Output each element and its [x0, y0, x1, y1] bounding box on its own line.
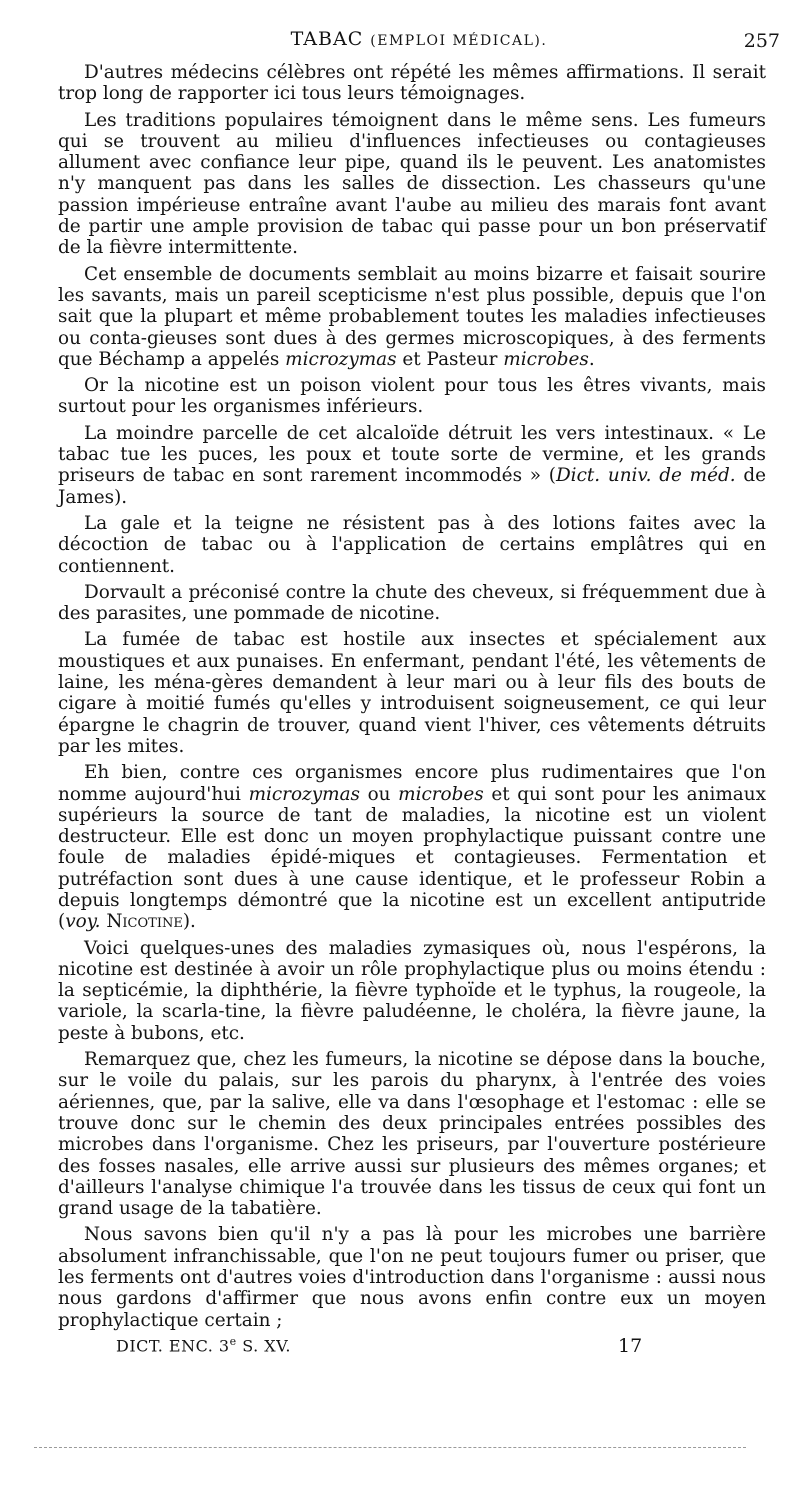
- running-title-main: TABAC: [290, 28, 364, 50]
- text-run: Eh bien, contre ces organismes encore plus rudimentaires que l'on nomme aujourd'hui: [58, 762, 766, 805]
- italic-run: microbes: [398, 783, 484, 805]
- paragraph: [58, 110, 766, 259]
- text-run: La gale et la teigne ne résistent pas à des lotions faites avec la décoction de tabac ou à l'application de certains emplâtres qui en contiennent.: [58, 512, 766, 577]
- text-run: La fumée de tabac est hostile aux insectes et spécialement aux moustiques et aux punaises. En enfermant, pendant l'été, les vêtements de laine, les ména-gères demandent à leur mari ou à leur fils des bouts de cigare à moitié fumés qu'elles y introduisent soigneusement, ce qui leur épargne le chagrin de trouver, quand vient l'hiver, ces vêtements détruits par les mites.: [58, 629, 766, 757]
- paragraph: [58, 1224, 766, 1330]
- page-number: 257: [743, 30, 780, 52]
- italic-run: microzymas: [285, 348, 397, 370]
- sheet-number: 17: [618, 1335, 643, 1357]
- page-footer: [58, 1335, 766, 1363]
- text-run: Les traditions populaires témoignent dans le même sens. Les fumeurs qui se trouvent au milieu d'influences infectieuses ou contagieuses allument avec confiance leur pipe, quand ils le peuvent. Les anatomistes n'y manquent pas dans les salles de dissection. Les chasseurs qu'une passion impérieuse entraîne avant l'aube au milieu des marais font avant de partir une ample provision de tabac qui passe pour un bon préservatif de la fièvre intermittente.: [58, 109, 766, 259]
- text-run: .: [588, 348, 595, 370]
- paragraph: [58, 582, 766, 625]
- text-run: ou: [359, 783, 399, 805]
- signature-prefix: DICT. ENC. 3: [116, 1336, 230, 1356]
- italic-run: voy.: [65, 911, 101, 933]
- paragraph: [58, 423, 766, 508]
- text-run: ).: [182, 911, 196, 933]
- text-run: D'autres médecins célèbres ont répété les mêmes affirmations. Il serait trop long de rapporter ici tous leurs témoignages.: [58, 62, 766, 105]
- text-run: Voici quelques-unes des maladies zymasiques où, nous l'espérons, la nicotine est destinée à avoir un rôle prophylactique plus ou moins étendu : la septicémie, la diphthérie, la fièvre typhoïde et le typhus, la rougeole, la variole, la scarla-tine, la fièvre paludéenne, le choléra, la fièvre jaune, la peste à bubons, etc.: [58, 937, 766, 1044]
- text-run: et qui sont pour les animaux supérieurs la source de tant de maladies, la nicotine est un violent destructeur. Elle est donc un moyen prophylactique puissant contre une foule de maladies épidé-miques et contagieuses. Fermentation et putréfaction sont dues à une cause identique, et le professeur Robin a depuis longtemps démontré que la nicotine est un excellent antiputride (: [58, 783, 766, 933]
- text-run: Dorvault a préconisé contre la chute des cheveux, si fréquemment due à des parasites, une pommade de nicotine.: [58, 581, 766, 625]
- paragraph: [58, 938, 766, 1044]
- text-run: Nous savons bien qu'il n'y a pas là pour les microbes une barrière absolument infranchissable, que l'on ne peut toujours fumer ou priser, que les ferments ont d'autres voies d'introduction dans l'organisme : aussi nous nous gardons d'affirmer que nous avons enfin contre eux un moyen prophylactique certain ;: [58, 1224, 766, 1331]
- italic-run: Dict. univ. de méd.: [555, 465, 736, 487]
- text-run: et Pasteur: [396, 348, 504, 370]
- italic-run: microzymas: [248, 783, 360, 805]
- running-title-subtitle: (EMPLOI MÉDICAL).: [370, 33, 548, 49]
- paragraph: [58, 62, 766, 105]
- signature-superscript: e: [229, 1335, 237, 1348]
- text-run: Cet ensemble de documents semblait au moins bizarre et faisait sourire les savants, mais un pareil scepticisme n'est plus possible, depuis que l'on sait que la plupart et même probablement toutes les maladies infectieuses ou conta-gieuses sont dues à des germes microscopiques, à des ferments que Béchamp a appelés: [58, 263, 766, 370]
- signature-suffix: S. XV.: [236, 1336, 291, 1356]
- italic-run: microbes: [503, 348, 589, 370]
- printer-signature: [116, 1335, 291, 1355]
- running-title: [58, 28, 780, 50]
- paragraph: [58, 1049, 766, 1219]
- text-run: Remarquez que, chez les fumeurs, la nicotine se dépose dans la bouche, sur le voile du palais, sur les parois du pharynx, à l'entrée des voies aériennes, que, par la salive, elle va dans l'œsophage et l'estomac : elle se trouve donc sur le chemin des deux principales entrées possibles des microbes dans l'organisme. Chez les priseurs, par l'ouverture postérieure des fosses nasales, elle arrive aussi sur plusieurs des mêmes organes; et d'ailleurs l'analyse chimique l'a trouvée dans les tissus de ceux qui font un grand usage de la tabatière.: [58, 1049, 766, 1220]
- paragraph: [58, 513, 766, 577]
- body-text: [58, 62, 766, 1336]
- paragraph: [58, 375, 766, 418]
- bottom-rule: [34, 1447, 746, 1448]
- text-run: La moindre parcelle de cet alcaloïde détruit les vers intestinaux. « Le tabac tue les puces, les poux et toute sorte de vermine, et les grands priseurs de tabac en sont rarement incommodés » (: [58, 422, 766, 487]
- text-run: Or la nicotine est un poison violent pour tous les êtres vivants, mais surtout pour les organismes inférieurs.: [58, 375, 766, 418]
- paragraph: [58, 762, 766, 932]
- small-caps-run: Nicotine: [106, 911, 183, 933]
- text-run: de James).: [58, 465, 766, 508]
- paragraph: [58, 629, 766, 757]
- paragraph: [58, 264, 766, 370]
- running-head: [58, 28, 780, 60]
